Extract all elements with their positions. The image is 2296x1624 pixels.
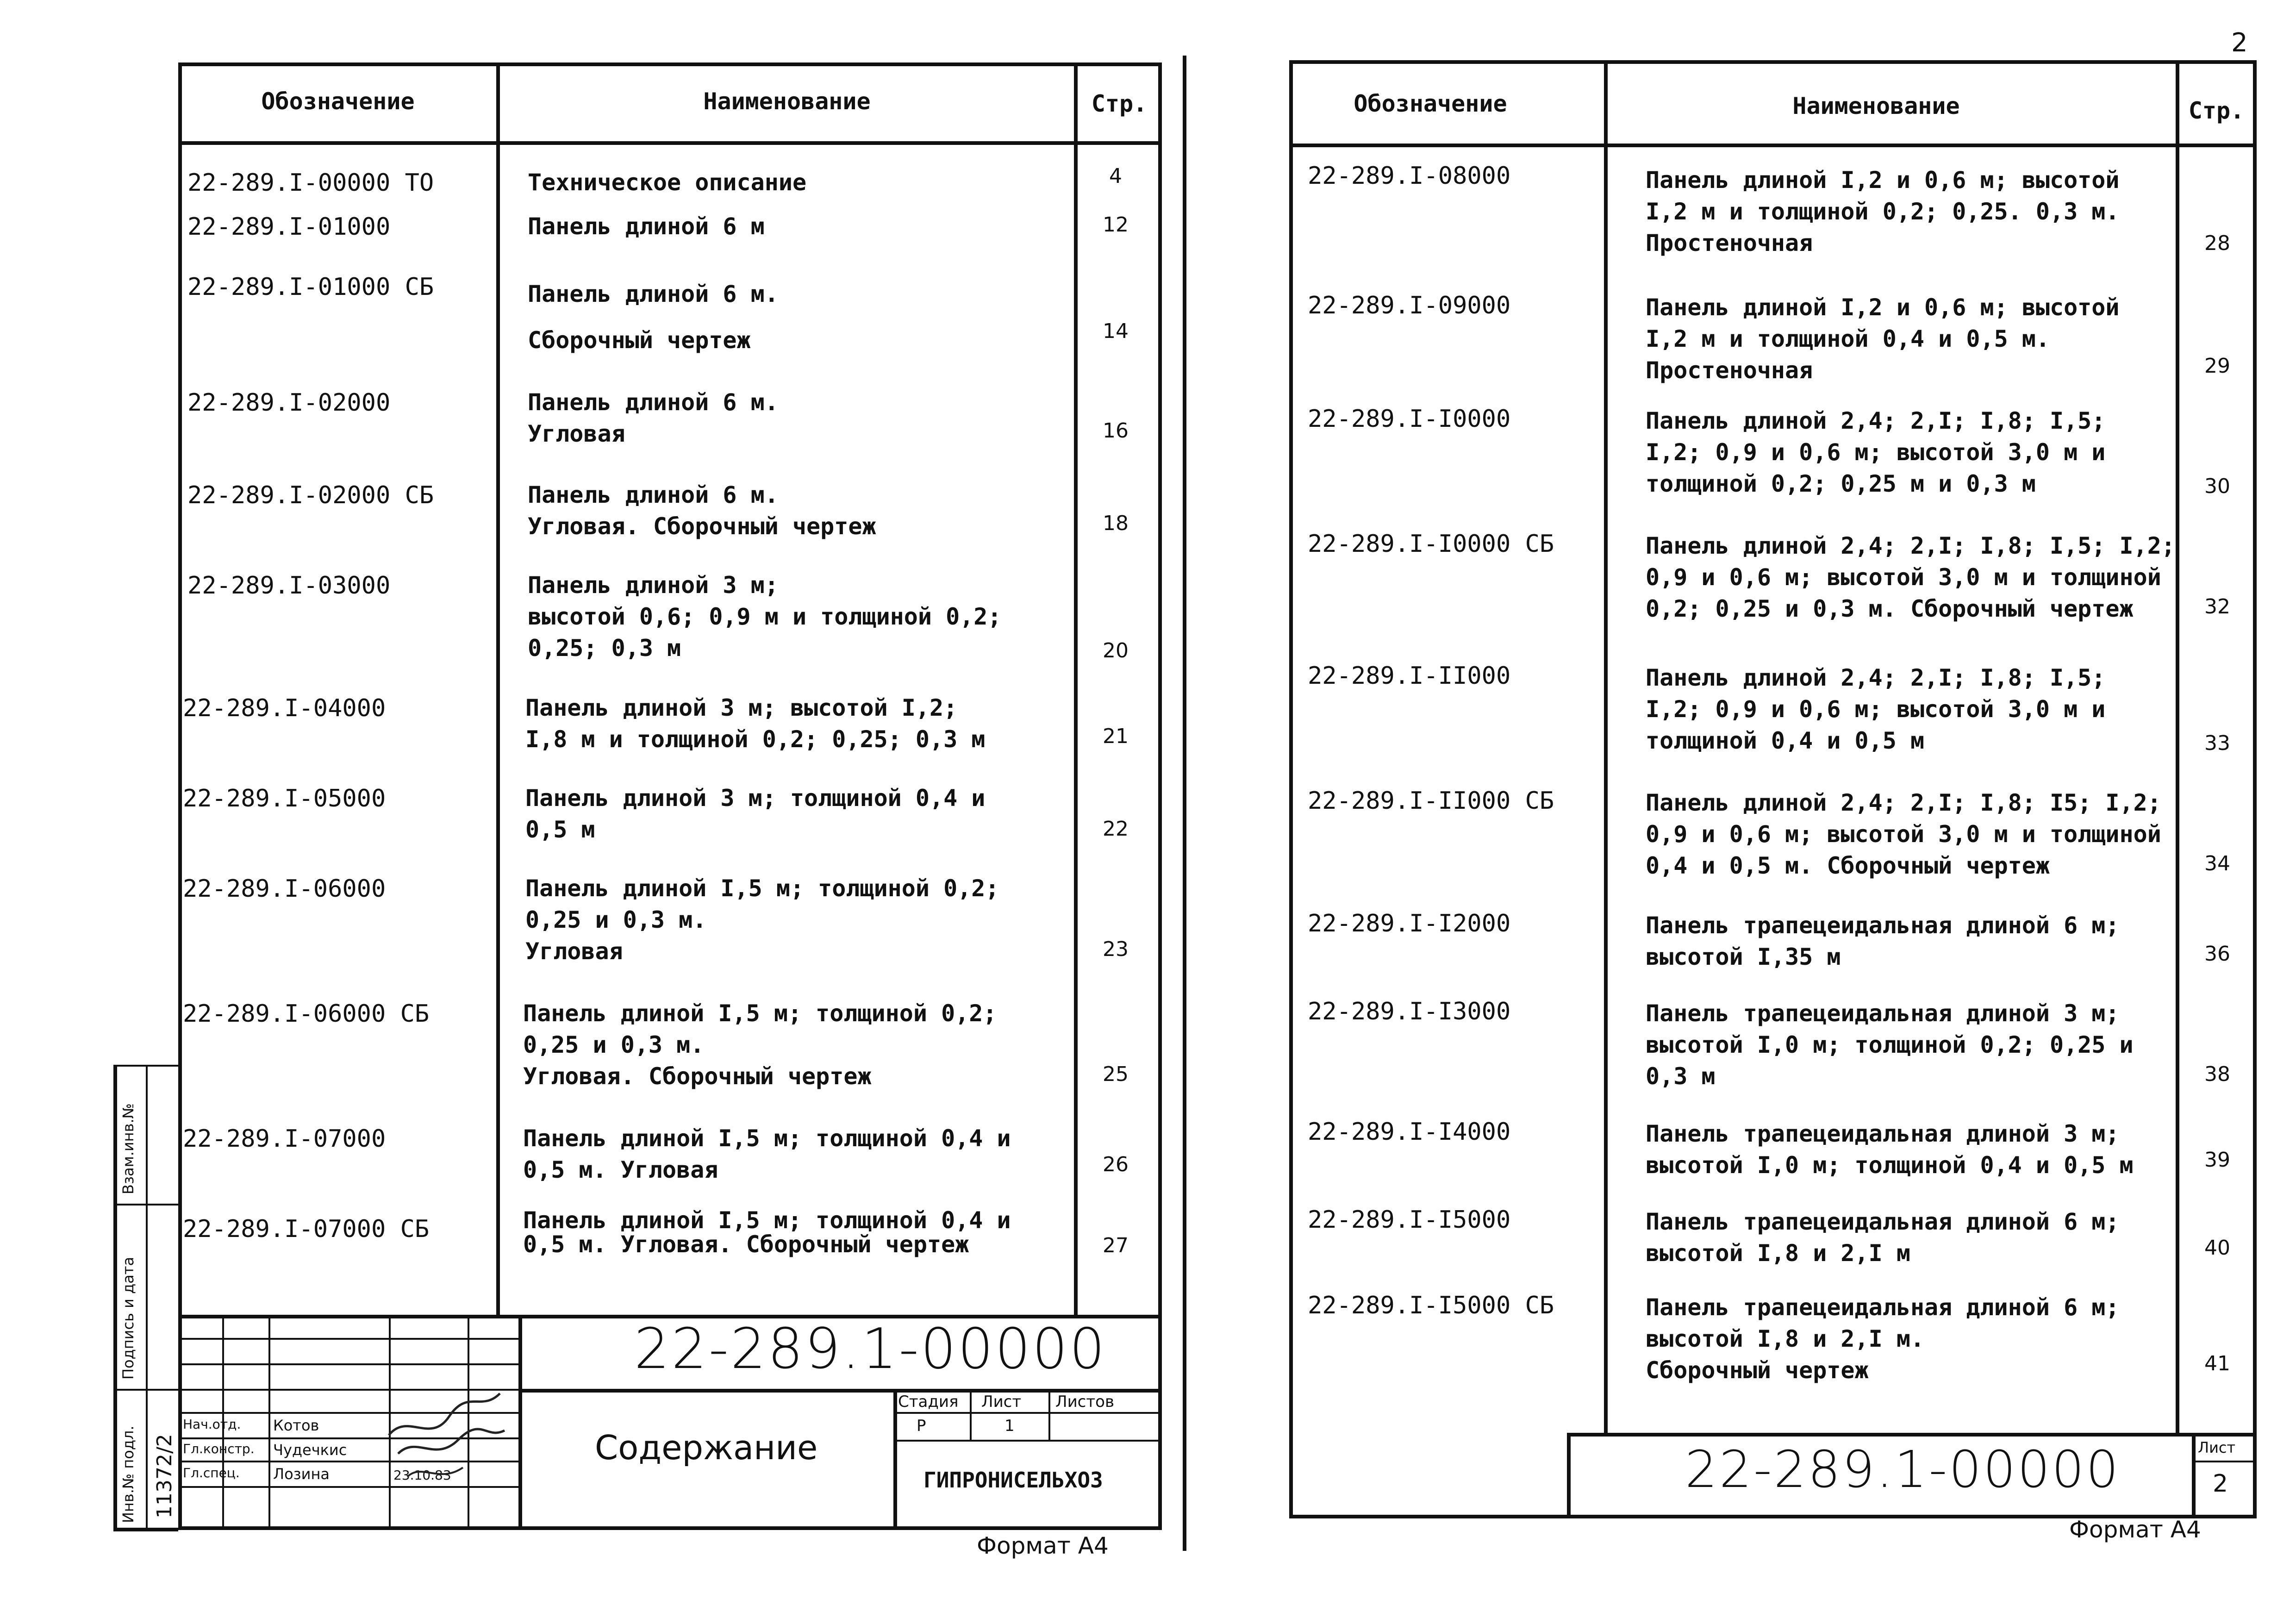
row-name: Панель длиной 2,4; 2,I; I,8; I5; I,2; 0,9 и 0,6 м; высотой 3,0 м и толщиной 0,4 и 0,5 м. Сборочный чертеж (1646, 789, 2161, 879)
row-page: 41 (2204, 1352, 2230, 1375)
right-header-code: Обозначение (1354, 90, 1507, 117)
row-code: 22-289.I-II000 (1308, 662, 1511, 690)
row-page: 32 (2204, 595, 2230, 618)
row-code: 22-289.I-I0000 СБ (1308, 530, 1554, 558)
stamp-line (970, 1389, 972, 1440)
side-strip-line (113, 1528, 178, 1531)
row-name: Панель трапецеидальная длиной 3 м; высотой I,0 м; толщиной 0,2; 0,25 и 0,3 м (1646, 1000, 2134, 1090)
row-page: 36 (2204, 942, 2230, 966)
stamp-line (1048, 1389, 1050, 1440)
row-name: Панель длиной 2,4; 2,I; I,8; I,5; I,2; 0,9 и 0,6 м; высотой 3,0 м и толщиной 0,2; 0,25 м и 0,3 м (1646, 407, 2106, 497)
stamp-person: Котов (273, 1417, 319, 1434)
row-code: 22-289.I-01000 (187, 213, 391, 241)
row-code: 22-289.I-I2000 (1308, 910, 1511, 937)
stamp-role: Гл.констр. (183, 1441, 255, 1456)
row-code: 22-289.I-09000 (1308, 292, 1511, 319)
row-page: 16 (1103, 419, 1129, 443)
row-name: Панель длиной I,5 м; толщиной 0,4 и 0,5 м. Угловая. Сборочный чертеж (523, 1207, 1011, 1258)
side-strip-line (113, 1065, 178, 1067)
stamp-sheet-label: Лист (981, 1393, 1022, 1411)
row-code: 22-289.I-00000 ТО (187, 169, 434, 197)
row-page: 33 (2204, 731, 2230, 755)
left-header-code: Обозначение (261, 88, 415, 115)
stamp-org: ГИПРОНИСЕЛЬХОЗ (923, 1468, 1103, 1493)
row-page: 39 (2204, 1148, 2230, 1172)
row-code: 22-289.I-07000 (183, 1125, 386, 1153)
right-col-divider-2 (2176, 60, 2179, 1435)
side-strip-line (113, 1065, 117, 1530)
right-header-line (1289, 144, 2257, 147)
row-name: Панель трапецеидальная длиной 6 м; высотой I,8 и 2,I м. Сборочный чертеж (1646, 1294, 2120, 1384)
row-name: Панель длиной 2,4; 2,I; I,8; I,5; I,2; 0,9 и 0,6 м; высотой 3,0 м и толщиной 0,4 и 0,5 м (1646, 664, 2106, 754)
row-code: 22-289.I-05000 (183, 785, 386, 812)
row-code: 22-289.I-I5000 СБ (1308, 1292, 1554, 1319)
row-code: 22-289.I-02000 (187, 389, 391, 417)
row-name: Панель длиной 6 м (528, 213, 765, 240)
row-page: 21 (1103, 725, 1129, 748)
side-label-signature: Подпись и дата (119, 1256, 137, 1380)
row-code: 22-289.I-06000 (183, 875, 386, 903)
stamp-person: Чудечкис (273, 1441, 347, 1459)
row-page: 25 (1103, 1062, 1129, 1086)
stamp-sheets-label: Листов (1055, 1393, 1115, 1411)
row-page: 29 (2204, 354, 2230, 378)
left-format-label: Формат А4 (977, 1532, 1109, 1559)
row-name: Техническое описание (528, 169, 807, 196)
left-header-name: Наименование (703, 88, 871, 115)
row-name: Панель длиной I,5 м; толщиной 0,2; 0,25 и 0,3 м. Угловая. Сборочный чертеж (523, 1000, 997, 1090)
stamp-line (893, 1440, 1162, 1442)
row-page: 4 (1109, 164, 1122, 188)
row-name: Панель трапецеидальная длиной 3 м; высотой I,0 м; толщиной 0,4 и 0,5 м (1646, 1120, 2134, 1179)
side-strip-line (113, 1204, 178, 1206)
row-code: 22-289.I-02000 СБ (187, 481, 434, 509)
stamp-stage: Р (917, 1417, 926, 1435)
right-header-page: Стр. (2188, 97, 2245, 124)
row-code: 22-289.I-I3000 (1308, 998, 1511, 1025)
sheet-separator (1183, 56, 1186, 1551)
left-header-page: Стр. (1091, 90, 1148, 117)
row-code: 22-289.I-03000 (187, 572, 391, 600)
stamp-role: Нач.отд. (183, 1417, 241, 1432)
row-page: 20 (1103, 639, 1129, 662)
row-name: Панель длиной 3 м; толщиной 0,4 и 0,5 м (525, 785, 986, 843)
stamp-doc-code: 22-289.1-00000 (634, 1317, 1107, 1381)
right-stamp-line (2192, 1433, 2196, 1518)
row-name: Панель длиной I,2 и 0,6 м; высотой I,2 м и толщиной 0,2; 0,25. 0,3 м. Простеночная (1646, 167, 2120, 256)
row-name: Панель длиной I,5 м; толщиной 0,4 и 0,5 м. Угловая (523, 1125, 1011, 1183)
row-page: 28 (2204, 231, 2230, 255)
right-stamp-sheet: 2 (2213, 1470, 2228, 1498)
row-code: 22-289.I-I5000 (1308, 1206, 1511, 1234)
row-page: 34 (2204, 852, 2230, 875)
row-page: 27 (1103, 1234, 1129, 1257)
row-code: 22-289.I-I4000 (1308, 1118, 1511, 1146)
row-name: Панель длиной 6 м. Угловая (528, 389, 779, 447)
page-number: 2 (2231, 28, 2248, 58)
stamp-line (268, 1315, 270, 1530)
stamp-date: 23.10.83 (393, 1468, 451, 1483)
row-page: 12 (1103, 213, 1129, 237)
side-label-inventory: Инв.№ подл. (119, 1425, 137, 1523)
stamp-mid-line (518, 1389, 1162, 1393)
row-page: 14 (1103, 319, 1129, 343)
stamp-person: Лозина (273, 1465, 330, 1483)
stamp-line (893, 1412, 1162, 1414)
row-page: 18 (1103, 512, 1129, 535)
row-page: 22 (1103, 817, 1129, 841)
stamp-divider-2 (893, 1389, 897, 1530)
row-code: 22-289.I-08000 (1308, 162, 1511, 190)
stamp-stage-label: Стадия (898, 1393, 959, 1411)
row-code: 22-289.I-01000 СБ (187, 273, 434, 301)
row-page: 23 (1103, 937, 1129, 961)
row-page: 40 (2204, 1236, 2230, 1260)
row-code: 22-289.I-I0000 (1308, 405, 1511, 433)
stamp-role: Гл.спец. (183, 1465, 240, 1480)
stamp-sheet: 1 (1004, 1417, 1015, 1435)
row-name: Панель трапецеидальная длиной 6 м; высотой I,8 и 2,I м (1646, 1208, 2120, 1267)
right-header-name: Наименование (1792, 93, 1960, 119)
row-code: 22-289.I-04000 (183, 694, 386, 722)
left-col-divider-1 (496, 62, 500, 1317)
stamp-divider (518, 1315, 522, 1530)
row-code: 22-289.I-II000 СБ (1308, 787, 1554, 815)
right-stamp-line (2192, 1461, 2257, 1462)
row-name: Панель длиной 3 м; высотой I,2; I,8 м и толщиной 0,2; 0,25; 0,3 м (525, 694, 986, 753)
right-stamp-line (1567, 1433, 2257, 1437)
row-name: Панель длиной I,5 м; толщиной 0,2; 0,25 и 0,3 м. Угловая (525, 875, 999, 965)
row-code: 22-289.I-07000 СБ (183, 1215, 430, 1243)
row-page: 30 (2204, 475, 2230, 498)
row-code: 22-289.I-06000 СБ (183, 1000, 430, 1028)
row-name: Панель трапецеидальная длиной 6 м; высотой I,35 м (1646, 912, 2120, 970)
right-stamp-doc-code: 22-289.1-00000 (1685, 1440, 2121, 1499)
row-name: Панель длиной I,2 и 0,6 м; высотой I,2 м и толщиной 0,4 и 0,5 м. Простеночная (1646, 294, 2120, 384)
row-name: Панель длиной 3 м; высотой 0,6; 0,9 м и толщиной 0,2; 0,25; 0,3 м (528, 572, 1002, 662)
left-header-line (178, 141, 1162, 145)
side-strip-line (146, 1065, 148, 1530)
right-format-label: Формат А4 (2069, 1516, 2201, 1543)
stamp-title: Содержание (595, 1428, 818, 1467)
inventory-number: 11372/2 (153, 1434, 176, 1518)
row-name: Панель длиной 6 м. Угловая. Сборочный чертеж (528, 481, 876, 540)
signature-image (380, 1384, 518, 1491)
side-label-replacement: Взам.инв.№ (119, 1103, 137, 1194)
side-strip-line (113, 1389, 178, 1391)
right-col-divider-1 (1604, 60, 1608, 1435)
right-stamp-line (1567, 1433, 1571, 1518)
row-name: Панель длиной 2,4; 2,I; I,8; I,5; I,2; 0,9 и 0,6 м; высотой 3,0 м и толщиной 0,2; 0,25 и 0,3 м. Сборочный чертеж (1646, 532, 2175, 622)
row-name: Панель длиной 6 м. Сборочный чертеж (528, 281, 779, 354)
right-stamp-sheet-label: Лист (2198, 1439, 2236, 1456)
left-col-divider-2 (1074, 62, 1078, 1317)
row-page: 26 (1103, 1153, 1129, 1176)
row-page: 38 (2204, 1062, 2230, 1086)
